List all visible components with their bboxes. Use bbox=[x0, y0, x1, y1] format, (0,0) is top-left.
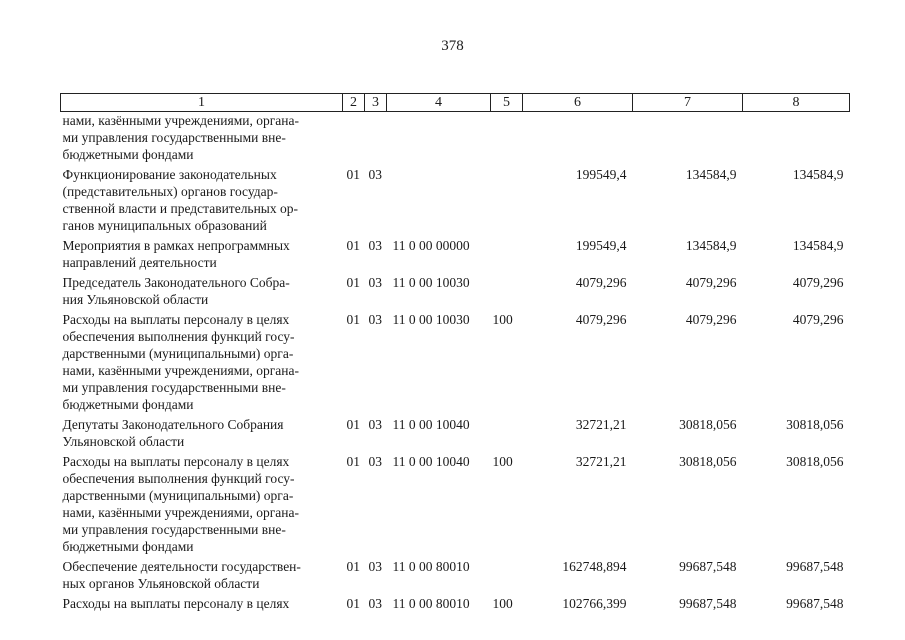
header-col-5: 5 bbox=[491, 94, 523, 112]
table-row bbox=[61, 166, 850, 237]
row-target-article bbox=[387, 166, 491, 237]
row-subsection: 03 bbox=[368, 596, 382, 611]
row-value-6: 4079,296 bbox=[575, 275, 627, 290]
row-section: 01 bbox=[346, 559, 360, 574]
row-expense-type: 100 bbox=[492, 596, 513, 611]
row-subsection: 03 bbox=[368, 559, 382, 574]
row-target-article bbox=[387, 112, 491, 167]
header-col-3: 3 bbox=[365, 94, 387, 112]
row-expense-type bbox=[491, 166, 523, 237]
row-section: 01 bbox=[346, 596, 360, 611]
header-col-2: 2 bbox=[343, 94, 365, 112]
table-body bbox=[61, 112, 850, 613]
row-expense-type bbox=[491, 274, 523, 311]
table-row bbox=[61, 453, 850, 558]
row-value-6 bbox=[523, 112, 633, 167]
table-header bbox=[61, 94, 850, 112]
row-section: 01 bbox=[346, 275, 360, 290]
table-row bbox=[61, 595, 850, 612]
row-name: Расходы на выплаты персоналу в целях обеспечения выполнения функций госу- дарственными (муниципальными) орга- нами, казёнными учреждениями, органа- ми управления государственными вне- бюджетными фондами bbox=[62, 312, 299, 412]
row-name: нами, казёнными учреждениями, органа- ми управления государственными вне- бюджетными фондами bbox=[62, 113, 299, 162]
row-expense-type bbox=[491, 237, 523, 274]
row-value-6: 102766,399 bbox=[562, 596, 627, 611]
row-section: 01 bbox=[346, 312, 360, 327]
row-value-8: 134584,9 bbox=[792, 167, 844, 182]
row-value-7: 99687,548 bbox=[679, 596, 737, 611]
row-value-8: 4079,296 bbox=[792, 312, 844, 327]
row-name: Расходы на выплаты персоналу в целях bbox=[62, 596, 290, 611]
row-name: Обеспечение деятельности государствен- ных органов Ульяновской области bbox=[62, 559, 301, 591]
row-subsection: 03 bbox=[368, 275, 382, 290]
header-col-4: 4 bbox=[387, 94, 491, 112]
row-target-article: 11 0 00 00000 bbox=[392, 238, 470, 253]
table-row bbox=[61, 237, 850, 274]
row-name: Мероприятия в рамках непрограммных направлений деятельности bbox=[62, 238, 290, 270]
row-expense-type bbox=[491, 558, 523, 595]
row-value-6: 32721,21 bbox=[575, 454, 627, 469]
row-section: 01 bbox=[346, 417, 360, 432]
row-value-8: 4079,296 bbox=[792, 275, 844, 290]
row-section: 01 bbox=[346, 238, 360, 253]
row-target-article: 11 0 00 10030 bbox=[392, 275, 470, 290]
table-row bbox=[61, 416, 850, 453]
row-value-7: 4079,296 bbox=[685, 275, 737, 290]
row-value-8: 30818,056 bbox=[786, 417, 844, 432]
row-value-8: 99687,548 bbox=[786, 559, 844, 574]
row-value-7 bbox=[633, 112, 743, 167]
row-section bbox=[343, 112, 365, 167]
row-value-7: 30818,056 bbox=[679, 454, 737, 469]
row-value-8: 134584,9 bbox=[792, 238, 844, 253]
table-row bbox=[61, 311, 850, 416]
row-value-7: 134584,9 bbox=[685, 238, 737, 253]
header-col-1: 1 bbox=[61, 94, 343, 112]
row-value-6: 199549,4 bbox=[575, 238, 627, 253]
row-value-6: 32721,21 bbox=[575, 417, 627, 432]
row-target-article: 11 0 00 10040 bbox=[392, 454, 470, 469]
header-col-6: 6 bbox=[523, 94, 633, 112]
row-value-6: 4079,296 bbox=[575, 312, 627, 327]
row-expense-type: 100 bbox=[492, 454, 513, 469]
row-subsection bbox=[365, 112, 387, 167]
row-name: Расходы на выплаты персоналу в целях обеспечения выполнения функций госу- дарственными (муниципальными) орга- нами, казёнными учреждениями, органа- ми управления государственными вне- бюджетными фондами bbox=[62, 454, 299, 554]
row-value-6: 162748,894 bbox=[562, 559, 627, 574]
header-col-7: 7 bbox=[633, 94, 743, 112]
row-value-7: 134584,9 bbox=[685, 167, 737, 182]
row-name: Функционирование законодательных (представительных) органов государ- ственной власти и представительных ор- ганов муниципальных образований bbox=[62, 167, 298, 233]
row-section: 01 bbox=[346, 167, 360, 182]
row-expense-type bbox=[491, 112, 523, 167]
row-name: Депутаты Законодательного Собрания Ульяновской области bbox=[62, 417, 284, 449]
row-subsection: 03 bbox=[368, 417, 382, 432]
row-value-8 bbox=[743, 112, 850, 167]
table-row bbox=[61, 558, 850, 595]
row-target-article: 11 0 00 80010 bbox=[392, 596, 470, 611]
row-subsection: 03 bbox=[368, 167, 382, 182]
row-subsection: 03 bbox=[368, 312, 382, 327]
row-expense-type bbox=[491, 416, 523, 453]
page-number: 378 bbox=[441, 38, 464, 54]
row-name: Председатель Законодательного Собра- ния Ульяновской области bbox=[62, 275, 290, 307]
row-subsection: 03 bbox=[368, 238, 382, 253]
table-row bbox=[61, 274, 850, 311]
row-value-7: 4079,296 bbox=[685, 312, 737, 327]
row-section: 01 bbox=[346, 454, 360, 469]
row-target-article: 11 0 00 80010 bbox=[392, 559, 470, 574]
row-value-7: 30818,056 bbox=[679, 417, 737, 432]
row-target-article: 11 0 00 10030 bbox=[392, 312, 470, 327]
row-value-8: 30818,056 bbox=[786, 454, 844, 469]
row-value-6: 199549,4 bbox=[575, 167, 627, 182]
row-expense-type: 100 bbox=[492, 312, 513, 327]
table-row bbox=[61, 112, 850, 167]
header-col-8: 8 bbox=[743, 94, 850, 112]
row-value-7: 99687,548 bbox=[679, 559, 737, 574]
row-subsection: 03 bbox=[368, 454, 382, 469]
budget-table bbox=[60, 93, 850, 612]
row-value-8: 99687,548 bbox=[786, 596, 844, 611]
row-target-article: 11 0 00 10040 bbox=[392, 417, 470, 432]
